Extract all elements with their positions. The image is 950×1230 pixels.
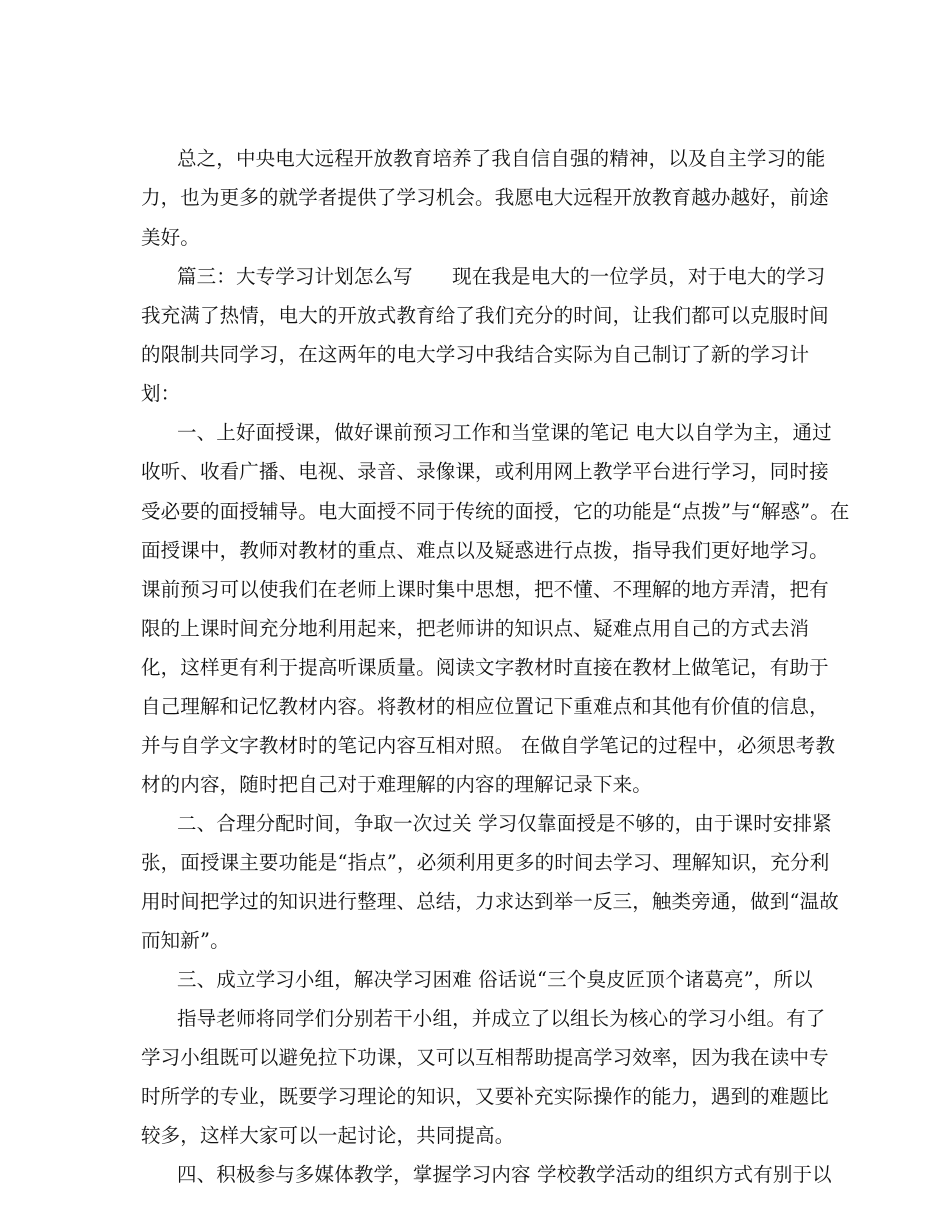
- text-line: 篇三：大专学习计划怎么写 现在我是电大的一位学员，对于电大的学习: [177, 265, 826, 288]
- text-line: 自己理解和记忆教材内容。将教材的相应位置记下重难点和其他有价值的信息，: [141, 695, 829, 718]
- text-line: 划：: [141, 382, 181, 405]
- text-line: 二、合理分配时间，争取一次过关 学习仅靠面授是不够的，由于课时安排紧: [177, 812, 832, 835]
- text-line: 并与自学文字教材时的笔记内容互相对照。 在做自学笔记的过程中，必须思考教: [141, 734, 836, 757]
- text-line: 力，也为更多的就学者提供了学习机会。我愿电大远程开放教育越办越好，前途: [141, 186, 829, 209]
- text-line: 材的内容，随时把自己对于难理解的内容的理解记录下来。: [141, 773, 652, 796]
- text-line: 四、积极参与多媒体教学，掌握学习内容 学校教学活动的组织方式有别于以: [177, 1163, 832, 1186]
- text-line: 化，这样更有利于提高听课质量。阅读文字教材时直接在教材上做笔记，有助于: [141, 656, 829, 679]
- text-line: 限的上课时间充分地利用起来，把老师讲的知识点、疑难点用自己的方式去消: [141, 617, 810, 640]
- text-line: 而知新”。: [141, 929, 230, 952]
- text-line: 收听、收看广播、电视、录音、录像课，或利用网上教学平台进行学习，同时接: [141, 460, 829, 483]
- text-line: 指导老师将同学们分别若干小组，并成立了以组长为核心的学习小组。有了: [177, 1007, 826, 1030]
- text-line: 一、上好面授课，做好课前预习工作和当堂课的笔记 电大以自学为主，通过: [177, 421, 832, 444]
- text-line: 的限制共同学习，在这两年的电大学习中我结合实际为自己制订了新的学习计: [141, 343, 810, 366]
- text-line: 课前预习可以使我们在老师上课时集中思想，把不懂、不理解的地方弄清，把有: [141, 578, 829, 601]
- text-line: 用时间把学过的知识进行整理、总结，力求达到举一反三，触类旁通，做到“温故: [141, 890, 839, 913]
- text-line: 美好。: [141, 226, 200, 249]
- text-line: 时所学的专业，既要学习理论的知识，又要补充实际操作的能力，遇到的难题比: [141, 1085, 829, 1108]
- text-line: 受必要的面授辅导。电大面授不同于传统的面授，它的功能是“点拨”与“解惑”。在: [141, 500, 850, 523]
- text-line: 总之，中央电大远程开放教育培养了我自信自强的精神，以及自主学习的能: [177, 147, 826, 170]
- text-line: 三、成立学习小组，解决学习困难 俗话说“三个臭皮匠顶个诸葛亮”，所以: [177, 968, 813, 991]
- text-line: 张，面授课主要功能是“指点”，必须利用更多的时间去学习、理解知识，充分利: [141, 851, 830, 874]
- text-line: 较多，这样大家可以一起讨论，共同提高。: [141, 1124, 515, 1147]
- text-line: 我充满了热情，电大的开放式教育给了我们充分的时间，让我们都可以克服时间: [141, 304, 829, 327]
- text-line: 学习小组既可以避免拉下功课，又可以互相帮助提高学习效率，因为我在读中专: [141, 1046, 829, 1069]
- text-line: 面授课中，教师对教材的重点、难点以及疑惑进行点拨，指导我们更好地学习。: [141, 539, 829, 562]
